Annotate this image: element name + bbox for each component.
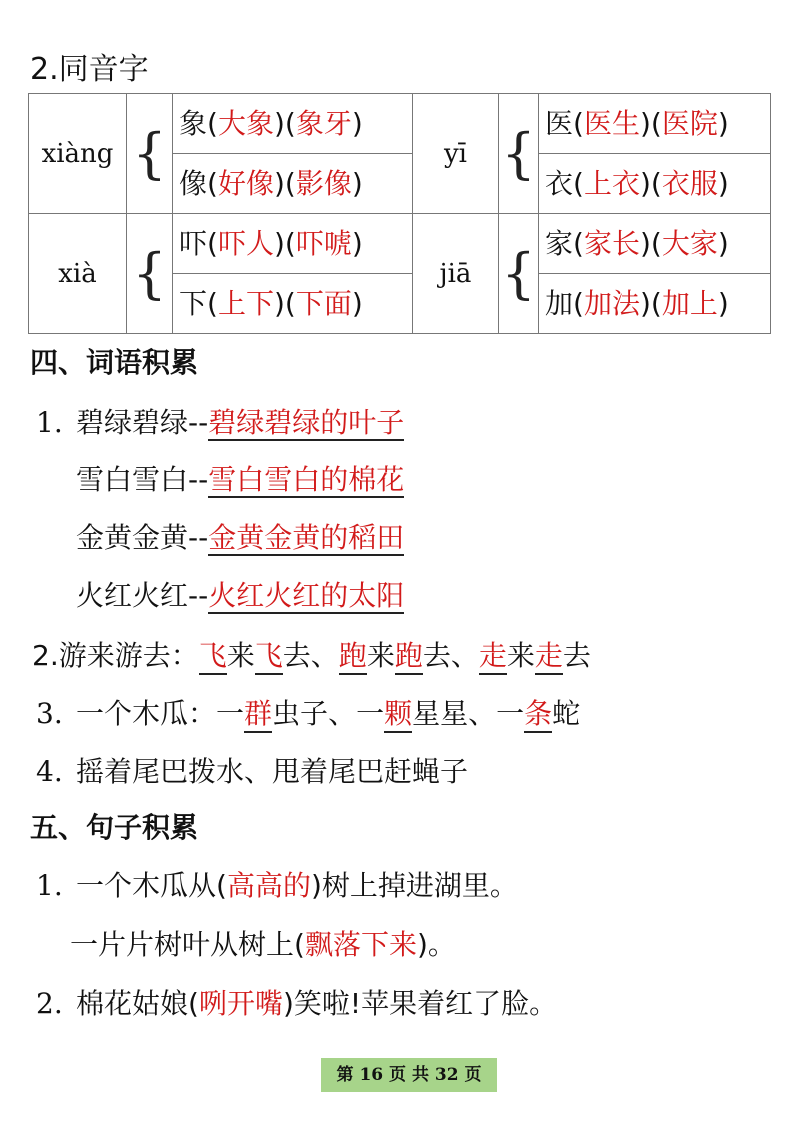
word-line: 加(加法)(加上) (539, 273, 770, 333)
sentence-line: 1. 一个木瓜从(高高的)树上掉进湖里。 (36, 869, 518, 902)
word-line: 像(好像)(影像) (173, 153, 412, 213)
pinyin-cell: yī (413, 94, 499, 214)
page-indicator: 第 16 页 共 32 页 (321, 1058, 497, 1092)
brace-icon: { (127, 214, 173, 334)
brace-icon: { (499, 94, 539, 214)
table-row (29, 94, 771, 214)
vocab-line: 雪白雪白--雪白雪白的棉花 (76, 458, 404, 498)
word-group (539, 94, 771, 214)
sentence-line: 2. 棉花姑娘(咧开嘴)笑啦!苹果着红了脸。 (36, 987, 558, 1020)
section-title-vocabulary: 四、词语积累 (30, 346, 199, 379)
pinyin-cell: jiā (413, 214, 499, 334)
table-row (29, 214, 771, 334)
word-line: 象(大象)(象牙) (179, 107, 363, 140)
word-line: 家(家长)(大家) (545, 227, 729, 260)
vocab-line: 4. 摇着尾巴拨水、甩着尾巴赶蝇子 (36, 755, 469, 788)
section-title-homophones: 2.同音字 (30, 52, 149, 87)
brace-icon: { (127, 94, 173, 214)
word-line: 衣(上衣)(衣服) (539, 153, 770, 213)
word-line: 医(医生)(医院) (545, 107, 729, 140)
word-group (173, 94, 413, 214)
vocab-line-pattern: 2.游来游去：飞来飞去、跑来跑去、走来走去 (32, 634, 591, 674)
pinyin-cell: xià (29, 214, 127, 334)
brace-icon: { (499, 214, 539, 334)
word-group (173, 214, 413, 334)
word-group (539, 214, 771, 334)
word-line: 吓(吓人)(吓唬) (179, 227, 363, 260)
vocab-line: 金黄金黄--金黄金黄的稻田 (76, 516, 404, 556)
word-line: 下(上下)(下面) (173, 273, 412, 333)
sentence-line: 一片片树叶从树上(飘落下来)。 (70, 928, 456, 961)
vocab-line: 火红火红--火红火红的太阳 (76, 574, 404, 614)
vocab-line: 1. 碧绿碧绿--碧绿碧绿的叶子 (36, 401, 404, 441)
homophone-table (28, 93, 771, 334)
vocab-line-measure: 3. 一个木瓜：一群虫子、一颗星星、一条蛇 (36, 692, 580, 732)
pinyin-cell: xiàng (29, 94, 127, 214)
section-title-sentences: 五、句子积累 (30, 811, 199, 844)
